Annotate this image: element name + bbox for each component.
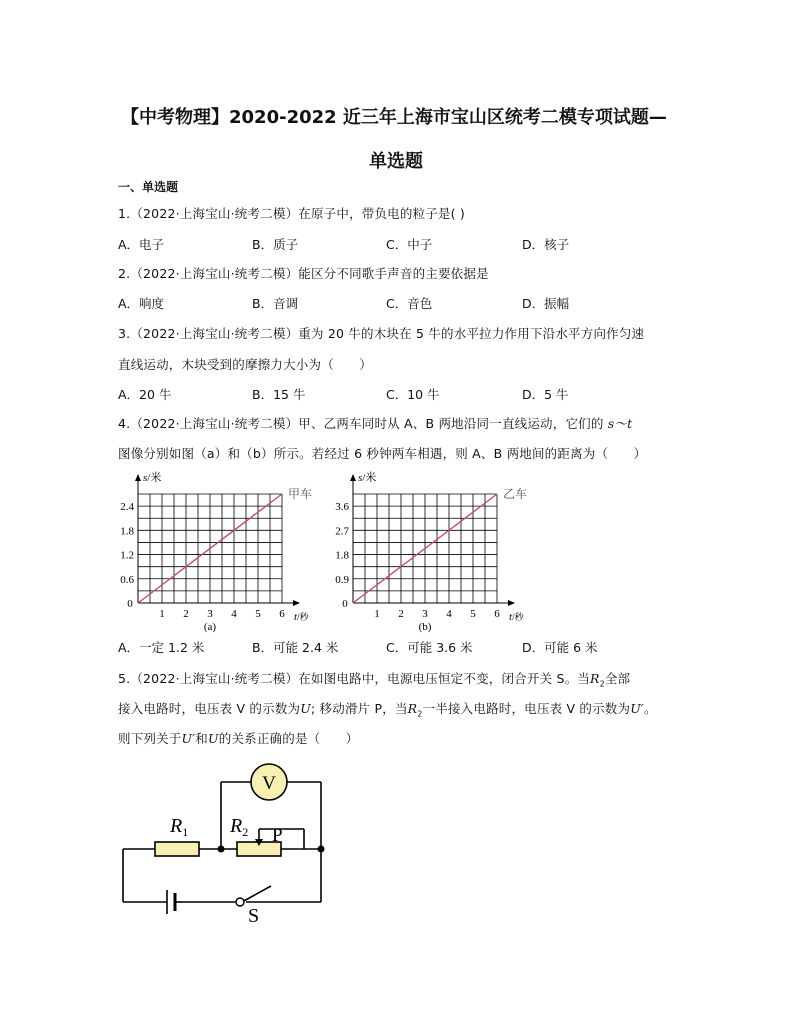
question-5-text-b1: 接入电路时，电压表 V 的示数为 [118, 701, 301, 716]
question-2-option-b: B．音调 [252, 296, 299, 311]
question-3-option-a: A．20 牛 [118, 387, 172, 402]
y-tick-label: 1.2 [120, 549, 134, 562]
x-axis-arrow [508, 600, 515, 606]
junction-dot [218, 846, 225, 853]
y-tick-label: 1.8 [335, 549, 349, 562]
x-tick-label: 0 [342, 598, 348, 610]
question-2-stem: 2.（2022·上海宝山·统考二模）能区分不同歌手声音的主要依据是 [118, 266, 489, 281]
y-tick-label: 2.7 [335, 525, 349, 538]
switch-label: S [248, 905, 260, 927]
question-5-uprime-var: U′ [630, 701, 644, 716]
y-tick-label: 0.9 [335, 573, 349, 586]
question-4-option-b: B．可能 2.4 米 [252, 640, 339, 655]
x-tick-label: 6 [494, 608, 500, 620]
question-2-option-d: D．振幅 [522, 296, 570, 311]
voltmeter-label: V [262, 773, 276, 794]
question-1-stem: 1.（2022·上海宝山·统考二模）在原子中，带负电的粒子是( ) [118, 206, 466, 221]
series-label: 甲车 [288, 487, 313, 501]
question-5-stem-text: 5.（2022·上海宝山·统考二模）在如图电路中，电源电压恒定不变，闭合开关 S。当 [118, 671, 590, 686]
question-5-stem-line1 [118, 669, 630, 689]
question-4-stem-text: 4.（2022·上海宝山·统考二模）甲、乙两车同时从 A、B 两地沿同一直线运动，它们的 [118, 416, 604, 431]
question-3-stem-line1: 3.（2022·上海宝山·统考二模）重为 20 牛的木块在 5 牛的水平拉力作用下沿水平方向作匀速 [118, 326, 645, 341]
question-3-option-b: B．15 牛 [252, 387, 306, 402]
y-axis-arrow [350, 474, 356, 481]
x-tick-label: 5 [470, 608, 476, 620]
r1-label: $R_1$ [170, 815, 189, 839]
y-axis-arrow [135, 474, 141, 481]
question-5-u-var: U [300, 701, 311, 716]
question-5-uprime-var-2: U′ [181, 731, 196, 746]
question-2-option-a: A．响度 [118, 296, 165, 311]
circuit-diagram [110, 760, 350, 930]
question-4-option-a: A．一定 1.2 米 [118, 640, 205, 655]
question-3-option-d: D．5 牛 [522, 387, 569, 402]
question-5-text-b2: ; 移动滑片 P，当 [310, 701, 408, 716]
series-label: 乙车 [503, 487, 528, 501]
x-tick-label: 1 [374, 608, 380, 620]
x-axis-label: t/秒 [294, 611, 309, 623]
question-5-r2-var: R [590, 671, 600, 686]
r2-label: $R_2$ [230, 815, 249, 839]
question-3-stem-line2: 直线运动，木块受到的摩擦力大小为（ ） [118, 357, 373, 372]
question-5-text-c2: 和 [195, 731, 208, 746]
question-5-r2-var-2: R [407, 701, 418, 716]
y-tick-label: 1.8 [120, 525, 134, 538]
x-axis-label: t/秒 [509, 611, 524, 623]
x-tick-label: 4 [231, 608, 237, 620]
x-tick-label: 2 [398, 608, 404, 620]
question-1-option-a: A．电子 [118, 237, 165, 252]
x-tick-label: 4 [446, 608, 452, 620]
graph-a [115, 470, 315, 633]
section-heading: 一、单选题 [118, 180, 179, 194]
question-2-option-c: C．音色 [386, 296, 433, 311]
question-5-r2-sub: 2 [599, 679, 605, 689]
question-3-option-c: C．10 牛 [386, 387, 440, 402]
page-title: 【中考物理】2020-2022 近三年上海市宝山区统考二模专项试题— [121, 107, 667, 128]
resistor-r1 [155, 842, 199, 856]
graph-caption: (b) [418, 621, 432, 633]
question-5-stem-line3 [118, 729, 358, 747]
y-tick-label: 3.6 [335, 501, 349, 514]
question-5-u-var-2: U [208, 731, 219, 746]
question-1-option-b: B．质子 [252, 237, 299, 252]
graph-b [330, 470, 530, 633]
x-tick-label: 1 [159, 608, 165, 620]
x-tick-label: 3 [207, 608, 213, 620]
x-tick-label: 5 [255, 608, 261, 620]
x-tick-label: 0 [127, 598, 133, 610]
question-1-option-d: D．核子 [522, 237, 570, 252]
graph-caption: (a) [203, 621, 217, 633]
junction-dot [318, 846, 325, 853]
x-tick-label: 6 [279, 608, 285, 620]
x-tick-label: 3 [422, 608, 428, 620]
question-4-option-c: C．可能 3.6 米 [386, 640, 473, 655]
question-4-stem-line1 [118, 414, 632, 432]
switch-pivot [236, 898, 244, 906]
page-title-line2: 单选题 [369, 151, 423, 172]
y-tick-label: 2.4 [120, 501, 134, 514]
question-1-option-c: C．中子 [386, 237, 433, 252]
question-5-text-b3: 一半接入电路时，电压表 V 的示数为 [422, 701, 631, 716]
question-4-stem-line2: 图像分别如图（a）和（b）所示。若经过 6 秒钟两车相遇，则 A、B 两地间的距离为（ ） [118, 446, 647, 461]
question-5-text-c1: 则下列关于 [118, 731, 182, 746]
x-tick-label: 2 [183, 608, 189, 620]
y-tick-label: 0.6 [120, 573, 134, 586]
question-5-text-c3: 的关系正确的是（ ） [218, 731, 359, 746]
question-5-text-b4: 。 [643, 701, 657, 716]
switch-blade [242, 886, 271, 902]
question-4-stem-variable: s～t [607, 416, 633, 431]
x-axis-arrow [293, 600, 300, 606]
y-axis-label: s/米 [143, 472, 162, 484]
question-5-r2-sub-2: 2 [417, 709, 423, 719]
question-5-stem-text-end: 全部 [604, 671, 631, 686]
question-5-stem-line2 [118, 699, 657, 719]
y-axis-label: s/米 [358, 472, 377, 484]
slider-label: P [272, 825, 283, 846]
question-4-option-d: D．可能 6 米 [522, 640, 598, 655]
